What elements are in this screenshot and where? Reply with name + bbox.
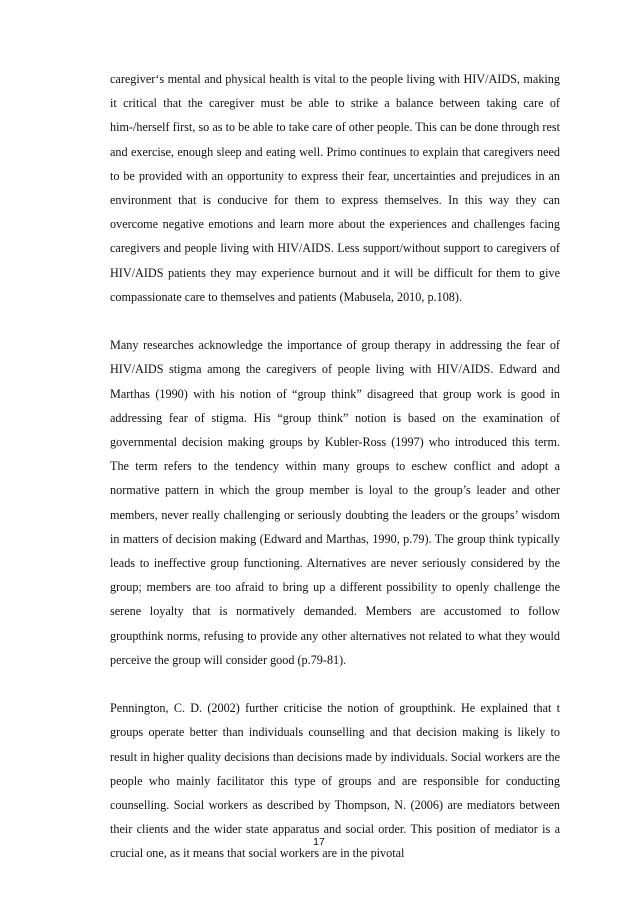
paragraph-group-think: Many researches acknowledge the importance of group therapy in addressing the fear of HIV/AIDS stigma among the caregivers of people living with HIV/AIDS. Edward and Marthas (1990) with his notion of “group think” disagreed that group work is good in addressing fear of stigma. His “group think” notion is based on the examination of governmental decision making groups by Kubler-Ross (1997) who introduced this term. The term refers to the tendency within many groups to eschew conflict and adopt a normative pattern in which the group member is loyal to the group’s leader and other members, never really challenging or seriously doubting the leaders or the groups’ wisdom in matters of decision making (Edward and Marthas, 1990, p.79). The group think typically leads to ineffective group functioning. Alternatives are never seriously considered by the group; members are too afraid to bring up a different possibility to openly challenge the serene loyalty that is normatively demanded. Members are accustomed to follow groupthink norms, refusing to provide any other alternatives not related to what they would perceive the group will consider good (p.79-81). [110,338,560,667]
page-number: 17 [313,836,325,848]
paragraph-pennington: Pennington, C. D. (2002) further criticise the notion of groupthink. He explained that t groups operate better than individuals counselling and that decision making is likely to result in higher quality decisions than decisions made by individuals. Social workers are the people who mainly facilitator this type of groups and are responsible for conducting counselling. Social workers as described by Thompson, N. (2006) are mediators between their clients and the wider state apparatus and social order. This position of mediator is a crucial one, as it means that social workers are in the pivotal [110,701,560,861]
body-text [110,67,560,890]
paragraph-caregiver-health: caregiver‘s mental and physical health is vital to the people living with HIV/AIDS, making it critical that the caregiver must be able to strike a balance between taking care of him-/herself first, so as to be able to take care of other people. This can be done through rest and exercise, enough sleep and eating well. Primo continues to explain that caregivers need to be provided with an opportunity to express their fear, uncertainties and prejudices in an environment that is conducive for them to express themselves. In this way they can overcome negative emotions and learn more about the experiences and challenges facing caregivers and people living with HIV/AIDS. Less support/without support to caregivers of HIV/AIDS patients they may experience burnout and it will be difficult for them to give compassionate care to themselves and patients (Mabusela, 2010, p.108). [110,72,560,304]
